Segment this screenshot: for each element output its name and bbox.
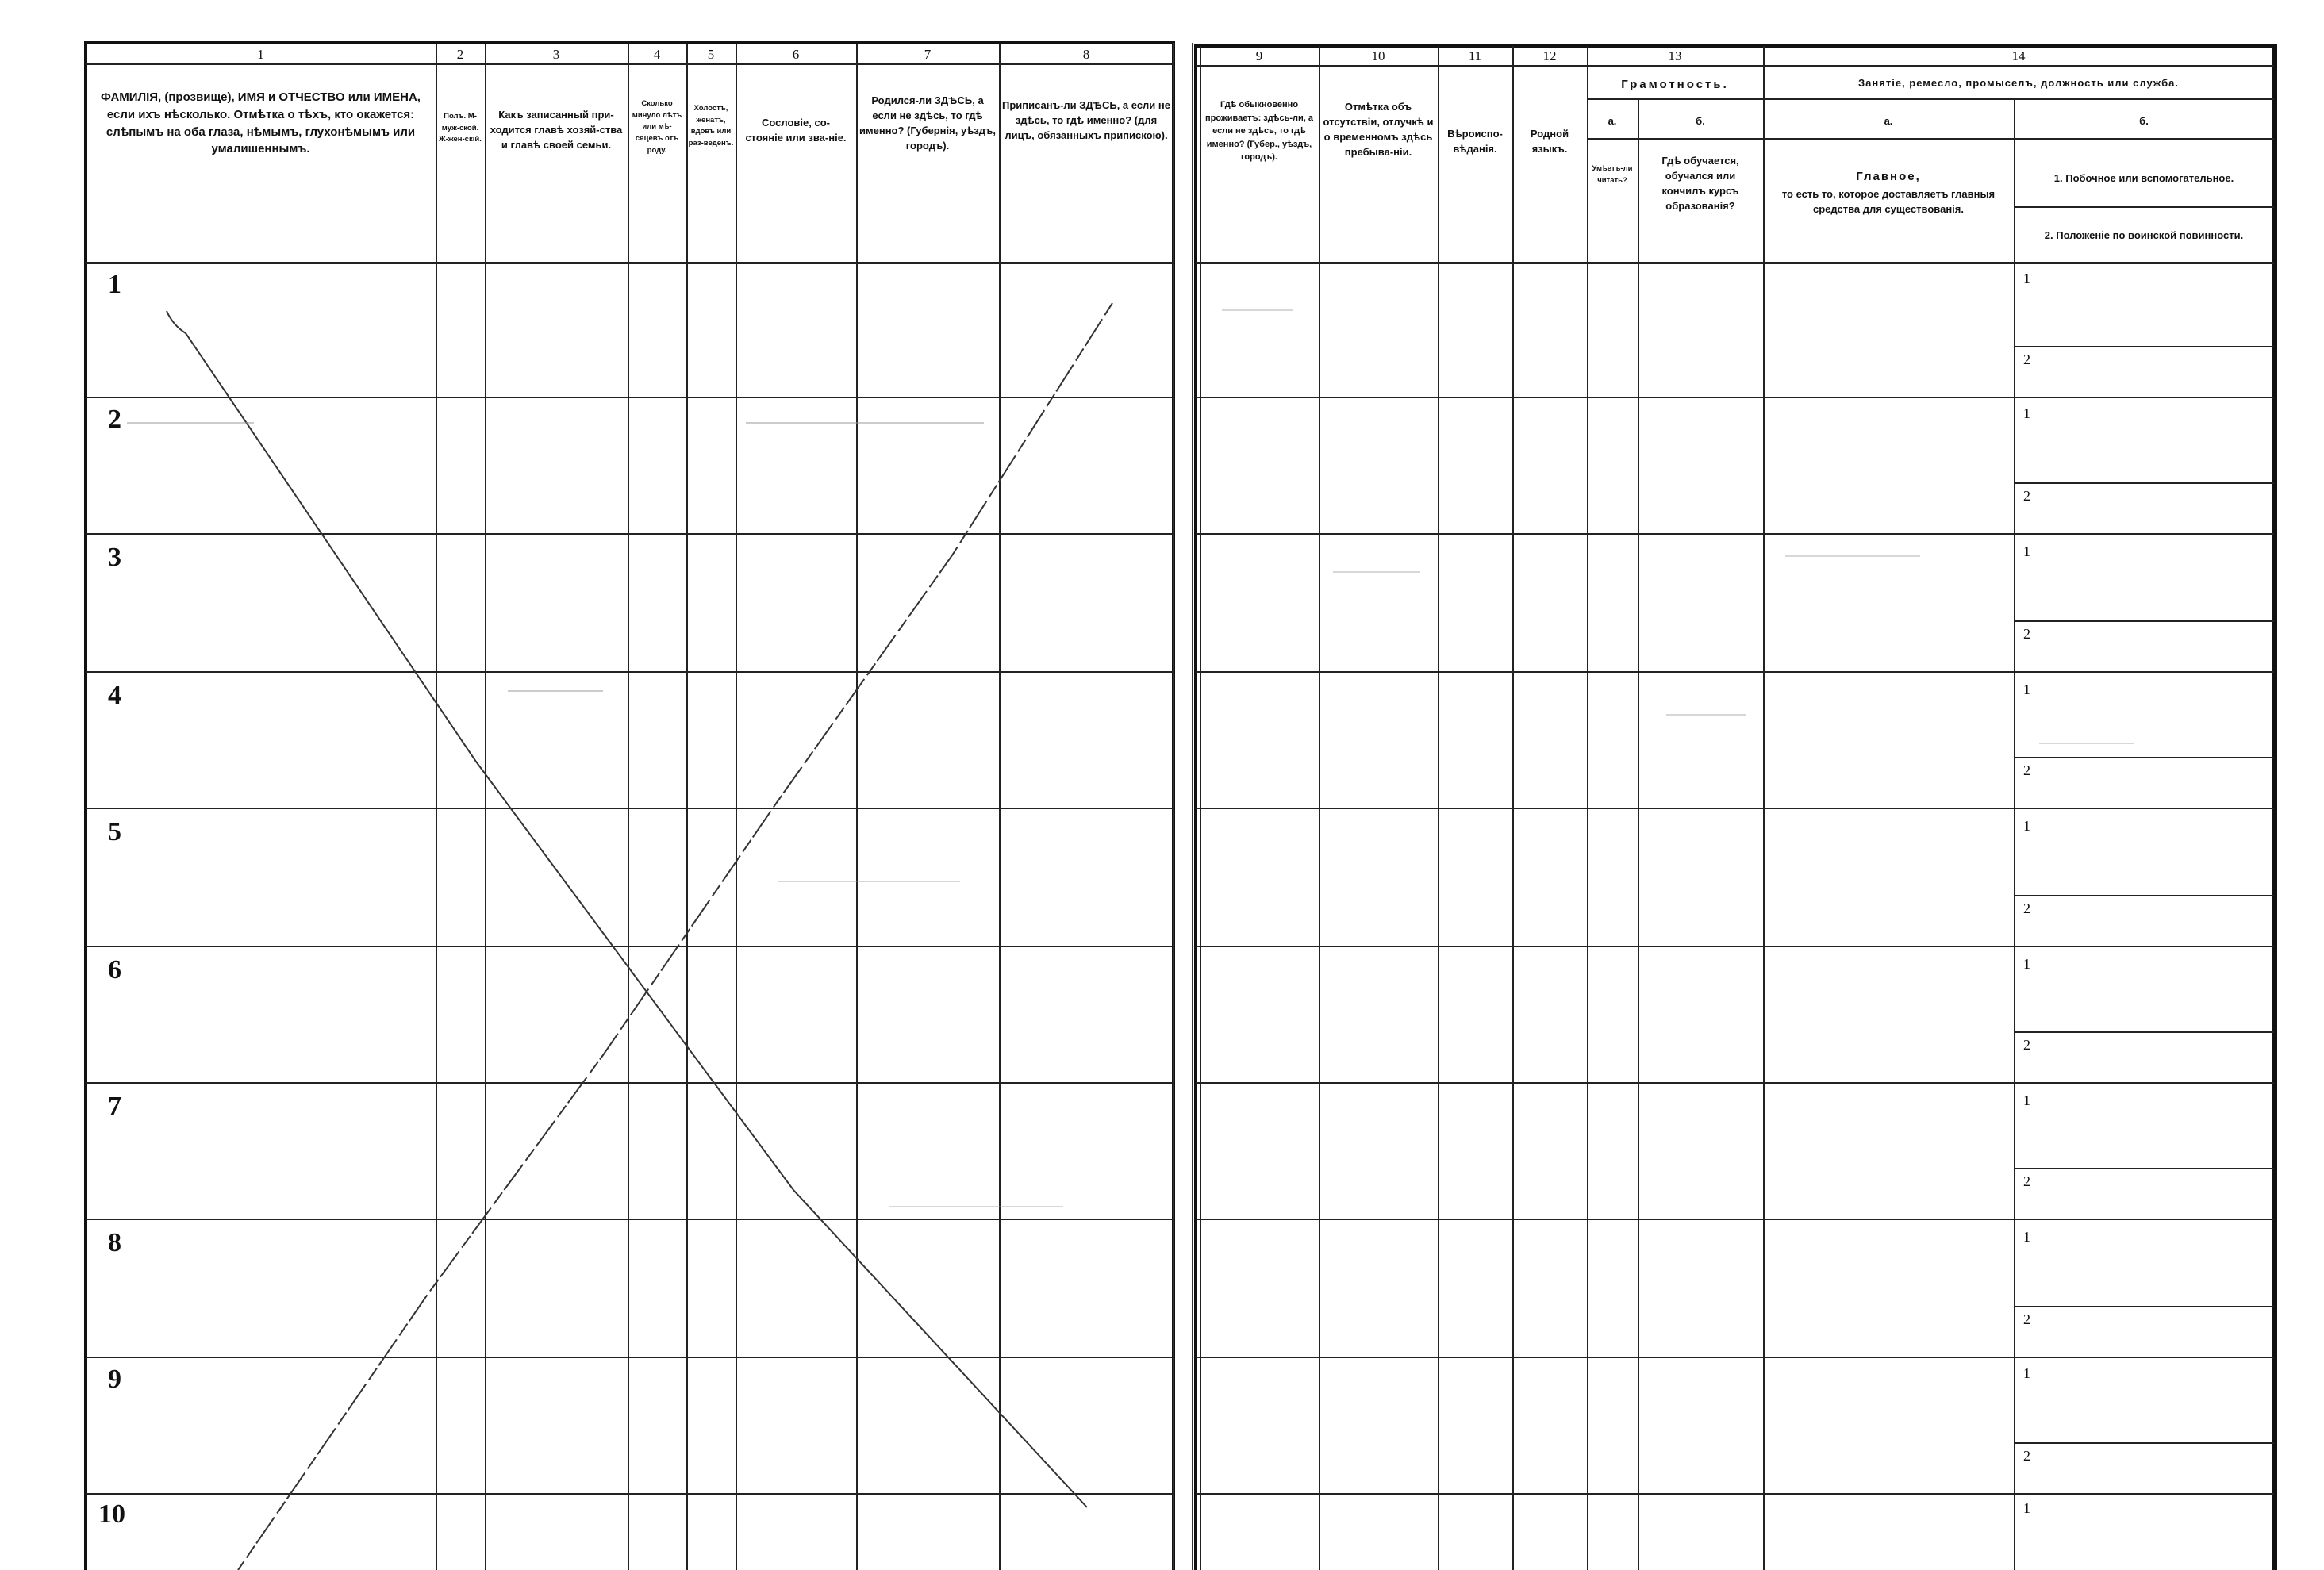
- column-number: 13: [1668, 48, 1682, 63]
- header-native-language: Родной языкъ.: [1530, 128, 1569, 155]
- header-occupation-a-letter: а.: [1884, 115, 1893, 127]
- row-number: 10: [98, 1499, 125, 1529]
- header-surname-name: ФАМИЛІЯ, (прозвище), ИМЯ и ОТЧЕСТВО или ИМЕНА, если ихъ нѣсколько. Отмѣтка о тѣхъ, кто окажется: слѣпымъ на оба глаза, нѣмымъ, глухонѣмымъ или умалишеннымъ.: [101, 90, 421, 156]
- header-birthplace: Родился-ли ЗДѢСЬ, а если не здѣсь, то гдѣ именно? (Губернія, уѣздъ, городъ).: [859, 94, 996, 152]
- header-sex: Полъ. М-муж-ской. Ж-жен-скій.: [439, 112, 482, 144]
- row-number: 7: [108, 1092, 121, 1121]
- header-residence: Гдѣ обыкновенно проживаетъ: здѣсь-ли, а если не здѣсь, то гдѣ именно? (Губер., уѣздъ, городъ).: [1204, 100, 1314, 162]
- subrow-number: 1: [2023, 1500, 2030, 1516]
- subrow-number: 1: [2023, 1092, 2030, 1108]
- subrow-number: 1: [2023, 543, 2030, 559]
- header-literacy: Грамотность.: [1621, 78, 1729, 91]
- column-number: 11: [1468, 48, 1482, 63]
- subrow-number: 1: [2023, 956, 2030, 972]
- subrow-number: 2: [2023, 626, 2030, 642]
- column-number: 9: [1255, 48, 1263, 63]
- header-registration: Приписанъ-ли ЗДѢСЬ, а если не здѣсь, то гдѣ именно? (для лицъ, обязанныхъ припискою).: [1002, 99, 1170, 141]
- header-occupation-main-title: Главное,: [1856, 170, 1921, 183]
- subrow-number: 2: [2023, 1311, 2030, 1327]
- column-number: 3: [552, 47, 560, 62]
- column-number: 8: [1082, 47, 1090, 62]
- row-number: 3: [108, 543, 121, 572]
- subrow-number: 2: [2023, 1173, 2030, 1189]
- subrow-number: 2: [2023, 1448, 2030, 1464]
- header-military-status: 2. Положеніе по воинской повинности.: [2044, 229, 2244, 241]
- column-number: 10: [1371, 48, 1385, 63]
- column-number: 14: [2011, 48, 2026, 63]
- subrow-number: 1: [2023, 271, 2030, 286]
- subrow-number: 2: [2023, 488, 2030, 504]
- column-number: 2: [456, 47, 464, 62]
- header-occupation-b-letter: б.: [2139, 115, 2149, 127]
- column-number: 1: [257, 47, 264, 62]
- row-number: 4: [108, 681, 121, 710]
- column-number: 5: [707, 47, 715, 62]
- row-number: 6: [108, 955, 121, 985]
- header-age: Сколько минуло лѣтъ или мѣ-сяцевъ отъ роду.: [632, 99, 682, 155]
- subrow-number: 1: [2023, 405, 2030, 421]
- column-number: 7: [924, 47, 932, 62]
- row-number: 8: [108, 1228, 121, 1257]
- subrow-number: 2: [2023, 762, 2030, 778]
- header-occupation-main: то есть то, которое доставляетъ главныя средства для существованія.: [1781, 188, 1996, 215]
- header-literacy-a-letter: а.: [1608, 115, 1617, 127]
- column-number: 4: [653, 47, 661, 62]
- header-literacy-b-letter: б.: [1696, 115, 1705, 127]
- subrow-number: 1: [2023, 1365, 2030, 1381]
- subrow-number: 2: [2023, 900, 2030, 916]
- column-number: 6: [792, 47, 800, 62]
- header-marital: Холостъ, женатъ, вдовъ или раз-веденъ.: [688, 104, 734, 148]
- header-literacy-b: Гдѣ обучается, обучался или кончилъ курсъ образованія?: [1661, 155, 1739, 212]
- subrow-number: 1: [2023, 681, 2030, 697]
- column-number: 12: [1542, 48, 1557, 63]
- row-number: 1: [108, 270, 121, 299]
- subrow-number: 2: [2023, 1037, 2030, 1053]
- header-absence: Отмѣтка объ отсутствіи, отлучкѣ и о временномъ здѣсь пребыва-ніи.: [1323, 101, 1434, 158]
- header-occupation-secondary: 1. Побочное или вспомогательное.: [2053, 172, 2234, 184]
- row-number: 2: [108, 405, 121, 434]
- header-estate: Сословіе, со-стояніе или зва-ніе.: [745, 117, 847, 144]
- header-religion: Вѣроиспо-вѣданія.: [1447, 128, 1503, 155]
- subrow-number: 2: [2023, 351, 2030, 367]
- subrow-number: 1: [2023, 1229, 2030, 1245]
- subrow-number: 1: [2023, 818, 2030, 834]
- header-literacy-a: Умѣетъ-ли читать?: [1592, 164, 1633, 185]
- header-relation: Какъ записанный при-ходится главѣ хозяй-ства и главѣ своей семьи.: [490, 109, 623, 151]
- row-number: 5: [108, 817, 121, 846]
- header-occupation: Занятіе, ремесло, промыселъ, должность или служба.: [1858, 77, 2179, 89]
- row-number: 9: [108, 1365, 121, 1394]
